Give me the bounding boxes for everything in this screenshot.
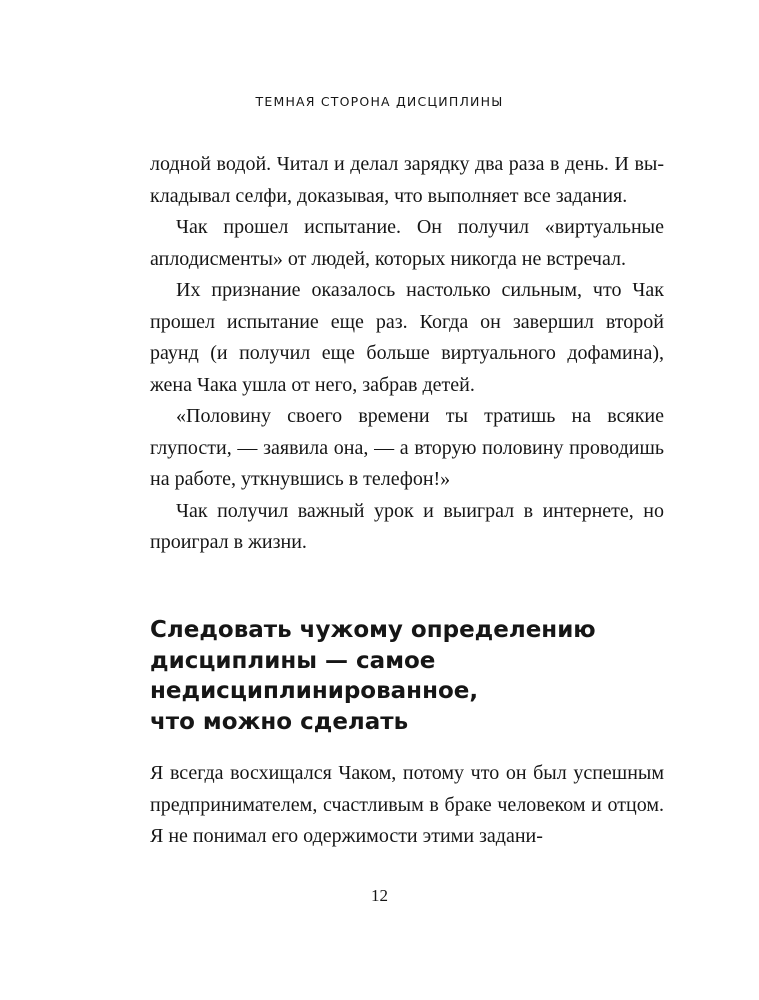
paragraph-4: «Половину своего времени ты тратишь на всякие глупости, — заявила она, — а вторую половину проводишь на работе, уткнувшись в телефон!»: [150, 405, 664, 490]
page-number: 12: [371, 886, 388, 905]
heading-line: Следовать чужому определению: [150, 617, 596, 643]
running-head: ТЕМНАЯ СТОРОНА ДИСЦИПЛИНЫ: [255, 94, 504, 109]
heading-line: дисциплины — самое: [150, 647, 436, 674]
text-block-bottom: [150, 758, 664, 853]
paragraph-5: Чак получил важный урок и выиграл в интернете, но проиграл в жизни.: [150, 499, 664, 553]
heading-line: что можно сделать: [150, 708, 409, 735]
paragraph-2: Чак прошел испытание. Он получил «виртуальные аплодисменты» от людей, которых никогда не встречал.: [150, 216, 664, 270]
section-heading: [150, 615, 670, 737]
paragraph-1: лодной водой. Читал и делал зарядку два раза в день. И выкладывал селфи, доказывая, что выполняет все задания.: [150, 153, 664, 207]
heading-line: недисциплинированное,: [150, 678, 479, 704]
paragraph-6: Я всегда восхищался Чаком, потому что он был успешным предпринимателем, счастливым в браке человеком и отцом. Я не понимал его одержимости этими задани-: [150, 762, 664, 847]
text-block-top: [150, 149, 664, 559]
paragraph-3: Их признание оказалось настолько сильным, что Чак прошел испытание еще раз. Когда он завершил второй раунд (и получил еще больше виртуального дофамина), жена Чака ушла от него, забрав детей.: [150, 279, 664, 396]
